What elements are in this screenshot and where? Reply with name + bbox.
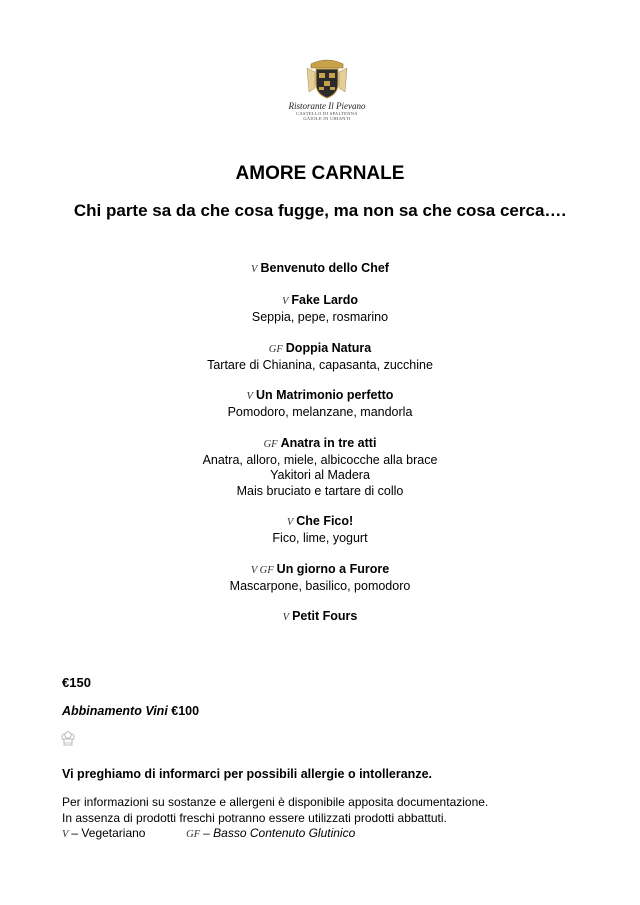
menu-price: €150 [62,675,91,690]
dietary-tag: V [282,612,290,623]
course-name: Che Fico! [296,514,354,528]
course-description: Mascarpone, basilico, pomodoro [229,578,411,593]
menu-title: AMORE CARNALE [235,163,405,184]
course-item [0,340,640,374]
course-description: Anatra, alloro, miele, albicocche alla brace [202,452,438,467]
course-item [0,561,640,595]
wine-pairing [62,703,199,719]
tasting-menu [0,260,640,626]
menu-subtitle: Chi parte sa da che cosa fugge, ma non sa che cosa cerca…. [73,201,567,220]
course-item [0,292,640,326]
course-name: Benvenuto dello Chef [260,261,389,275]
course-name: Un Matrimonio perfetto [255,388,394,402]
course-name: Un giorno a Furore [276,561,390,576]
course-description: Fico, lime, yogurt [272,531,368,545]
allergen-info-line: Per informazioni su sostanze e allergeni è disponibile apposita documentazione. [62,795,489,809]
course-description: Tartare di Chianina, capasanta, zucchine [207,357,433,372]
course-name: Anatra in tre atti [280,435,377,450]
chef-hat-icon [60,731,76,749]
restaurant-logo [282,58,372,126]
legend-gf-tag: GF [186,829,201,840]
dietary-tag: V [286,517,294,528]
course-item [0,260,640,278]
course-name: Petit Fours [292,609,358,623]
allergen-info [62,795,622,826]
dietary-tag: GF [268,343,283,355]
dietary-legend [62,826,355,843]
dietary-tag: V [281,296,289,307]
dietary-tag: V [246,391,253,402]
course-description: Mais bruciato e tartare di collo [236,483,404,498]
course-name: Doppia Natura [285,340,372,355]
logo-subline-2: GAIOLE IN CHIANTI [303,116,351,121]
legend-gf-text: – Basso Contenuto Glutinico [203,826,356,840]
wine-pairing-price: €100 [171,704,200,718]
logo-subline-1: CASTELLO DI SPALTENNA [296,111,358,116]
dietary-tag: V GF [250,564,274,576]
frozen-products-line: In assenza di prodotti freschi potranno essere utilizzati prodotti abbattuti. [62,810,447,825]
course-item [0,608,640,626]
wine-pairing-label: Abbinamento Vini [62,704,168,718]
course-description: Pomodoro, melanzane, mandorla [227,405,413,419]
logo-wordmark: Ristorante Il Pievano [288,101,366,111]
course-description: Yakitori al Madera [270,468,370,482]
course-item [0,435,640,500]
course-name: Fake Lardo [291,293,359,307]
dietary-tag: GF [263,438,278,450]
course-description: Seppia, pepe, rosmarino [251,310,389,324]
legend-v-text: – Vegetariano [71,826,146,840]
legend-v-tag: V [62,829,69,840]
course-item [0,387,640,421]
course-item [0,513,640,547]
dietary-tag: V [251,264,258,275]
coat-of-arms-icon [305,58,349,100]
allergy-notice: Vi preghiamo di informarci per possibili allergie o intolleranze. [62,767,432,781]
